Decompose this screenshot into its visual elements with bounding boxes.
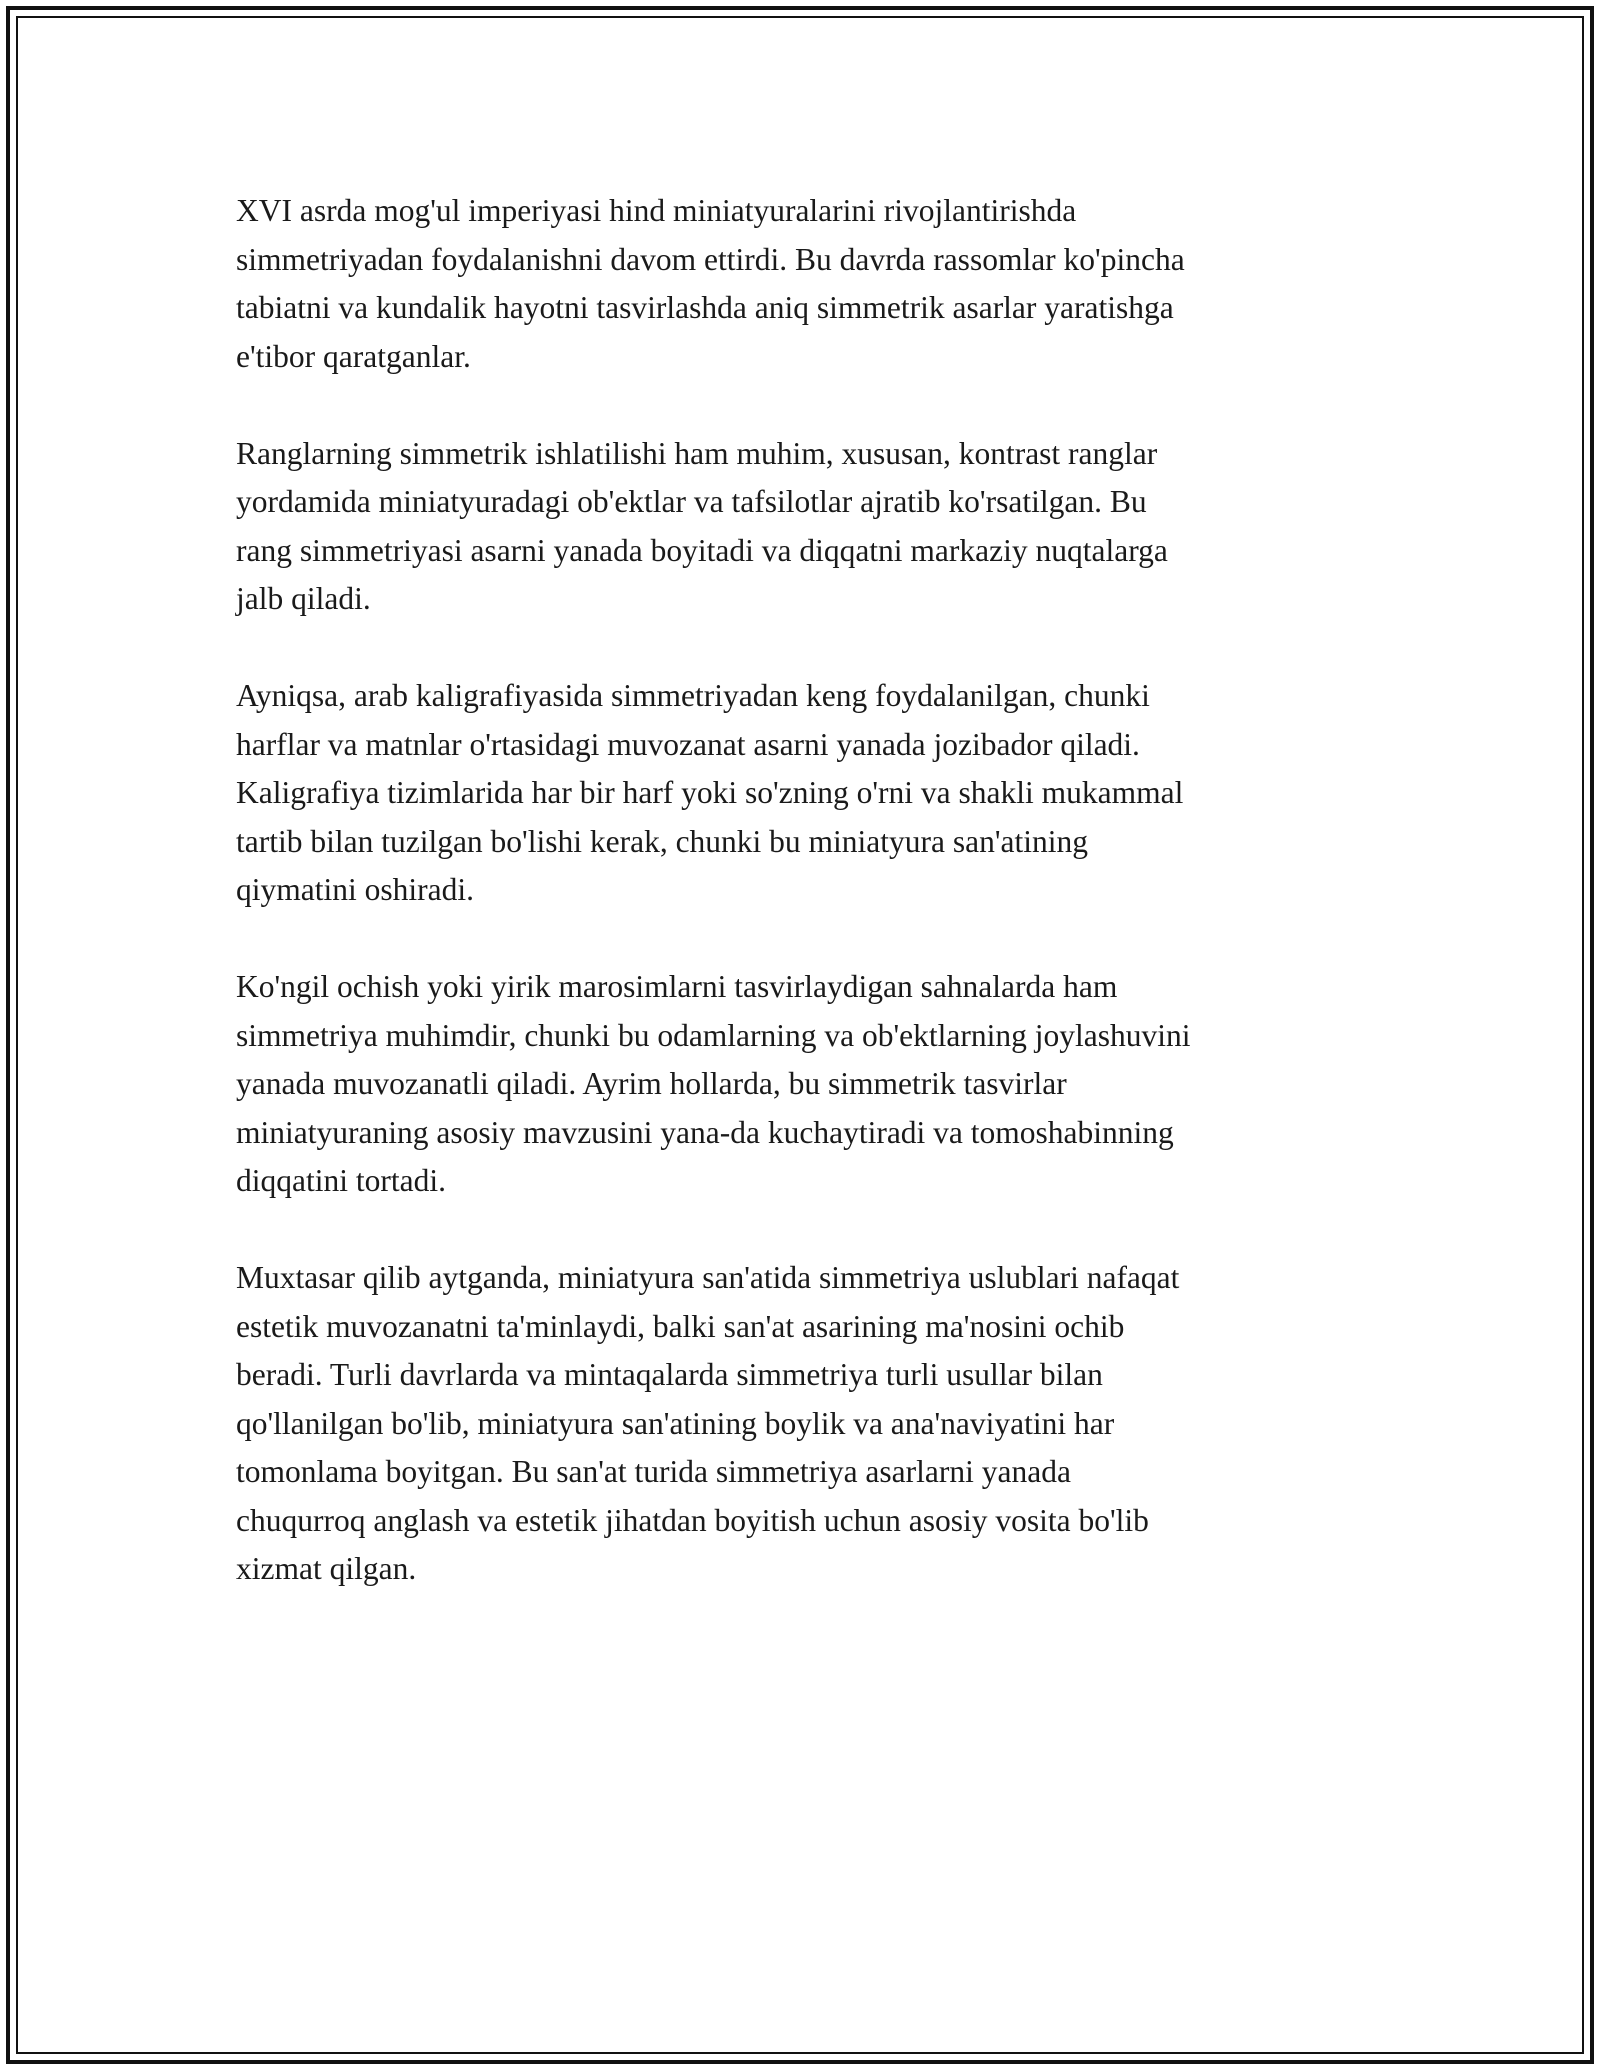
text-line: tartib bilan tuzilgan bo'lishi kerak, chunki bu miniatyura san'atining [236,823,1089,859]
text-line: yordamida miniatyuradagi ob'ektlar va tafsilotlar ajratib ko'rsatilgan. Bu [236,484,1147,519]
text-line: Muxtasar qilib aytganda, miniatyura san'atida simmetriya uslublari nafaqat [236,1260,1180,1295]
text-line: qiymatini oshiradi. [236,872,474,907]
text-line: rang simmetriyasi asarni yanada boyitadi va diqqatni markaziy nuqtalarga [236,532,1168,568]
paragraph-4 [236,963,1356,1206]
text-line: beradi. Turli davrlarda va mintaqalarda simmetriya turli usullar bilan [236,1357,1103,1392]
paragraph-2 [236,430,1356,624]
text-line: Ranglarning simmetrik ishlatilishi ham muhim, xususan, kontrast ranglar [236,435,1158,471]
text-line: estetik muvozanatni ta'minlaydi, balki san'at asarining ma'nosini ochib [236,1308,1125,1344]
text-line: qo'llanilgan bo'lib, miniatyura san'atining boylik va ana'naviyatini har [236,1405,1115,1441]
text-line: Ko'ngil ochish yoki yirik marosimlarni tasvirlaydigan sahnalarda ham [236,969,1118,1004]
document-body [236,187,1356,1642]
text-line: XVI asrda mog'ul imperiyasi hind miniatyuralarini rivojlantirishda [236,193,1077,228]
text-line: tomonlama boyitgan. Bu san'at turida simmetriya asarlarni yanada [236,1454,1071,1489]
text-line: Kaligrafiya tizimlarida har bir harf yoki so'zning o'rni va shakli mukammal [236,775,1184,810]
paragraph-3 [236,672,1356,915]
text-line: simmetriyadan foydalanishni davom ettirdi. Bu davrda rassomlar ko'pincha [236,241,1185,277]
text-line: yanada muvozanatli qiladi. Ayrim hollarda, bu simmetrik tasvirlar [236,1066,1067,1101]
paragraph-1 [236,187,1356,381]
paragraph-5 [236,1254,1356,1594]
text-line: xizmat qilgan. [236,1551,417,1586]
text-line: tabiatni va kundalik hayotni tasvirlashda aniq simmetrik asarlar yaratishga [236,290,1174,325]
text-line: chuqurroq anglash va estetik jihatdan boyitish uchun asosiy vosita bo'lib [236,1502,1149,1538]
text-line: miniatyuraning asosiy mavzusini yana-da kuchaytiradi va tomoshabinning [236,1114,1174,1150]
text-line: e'tibor qaratganlar. [236,338,471,374]
text-line: harflar va matnlar o'rtasidagi muvozanat asarni yanada jozibador qiladi. [236,726,1140,762]
text-line: jalb qiladi. [236,581,371,616]
text-line: simmetriya muhimdir, chunki bu odamlarning va ob'ektlarning joylashuvini [236,1017,1191,1053]
text-line: Ayniqsa, arab kaligrafiyasida simmetriyadan keng foydalanilgan, chunki [236,678,1150,713]
text-line: diqqatini tortadi. [236,1163,446,1198]
